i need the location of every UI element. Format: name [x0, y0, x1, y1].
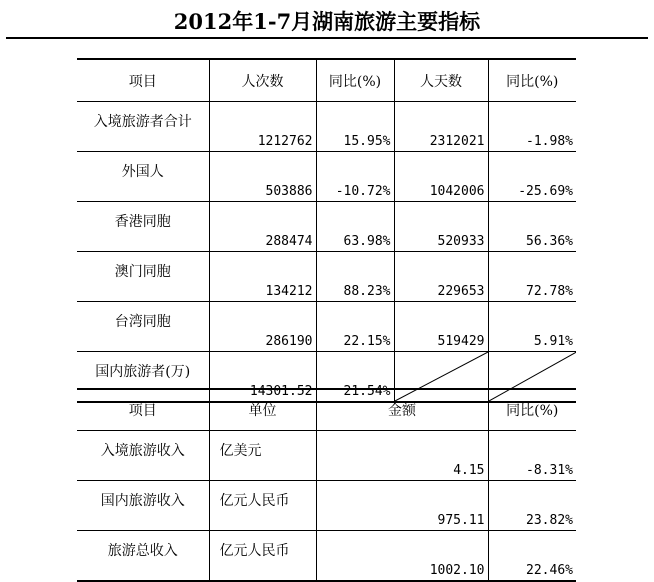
row-amount: 1002.10 — [316, 531, 488, 582]
row-amount: 975.11 — [316, 481, 488, 531]
row-item: 香港同胞 — [77, 202, 209, 252]
header-days-yoy: 同比(%) — [488, 59, 576, 102]
row-visits: 134212 — [209, 252, 316, 302]
header-unit: 单位 — [209, 389, 316, 431]
row-days-yoy: -25.69% — [488, 152, 576, 202]
row-item: 国内旅游者(万) — [77, 352, 209, 403]
row-item: 入境旅游者合计 — [77, 102, 209, 152]
row-visits-yoy: 21.54% — [316, 352, 394, 403]
row-days-yoy: 72.78% — [488, 252, 576, 302]
row-days: 229653 — [394, 252, 488, 302]
row-visits-yoy: 88.23% — [316, 252, 394, 302]
page-title: 2012年1-7月湖南旅游主要指标 — [173, 9, 481, 34]
row-amount: 4.15 — [316, 431, 488, 481]
row-days: 520933 — [394, 202, 488, 252]
header-item: 项目 — [77, 389, 209, 431]
header-days: 人天数 — [394, 59, 488, 102]
header-amount: 金额 — [316, 389, 488, 431]
title-underline — [6, 37, 648, 39]
row-days: 519429 — [394, 302, 488, 352]
header-visits-yoy: 同比(%) — [316, 59, 394, 102]
row-item: 台湾同胞 — [77, 302, 209, 352]
row-unit: 亿美元 — [209, 431, 316, 481]
row-visits: 503886 — [209, 152, 316, 202]
row-visits: 286190 — [209, 302, 316, 352]
table-row — [77, 481, 576, 531]
row-item: 澳门同胞 — [77, 252, 209, 302]
row-days-yoy: -1.98% — [488, 102, 576, 152]
table-row — [77, 202, 576, 252]
row-visits: 1212762 — [209, 102, 316, 152]
row-unit: 亿元人民币 — [209, 481, 316, 531]
row-item: 外国人 — [77, 152, 209, 202]
row-item: 旅游总收入 — [77, 531, 209, 582]
row-yoy: -8.31% — [488, 431, 576, 481]
row-days: 1042006 — [394, 152, 488, 202]
row-days-yoy: 5.91% — [488, 302, 576, 352]
row-item: 入境旅游收入 — [77, 431, 209, 481]
header-item: 项目 — [77, 59, 209, 102]
row-visits: 288474 — [209, 202, 316, 252]
table-row — [77, 302, 576, 352]
row-days: 2312021 — [394, 102, 488, 152]
row-days-yoy: 56.36% — [488, 202, 576, 252]
row-visits: 14301.52 — [209, 352, 316, 403]
row-item: 国内旅游收入 — [77, 481, 209, 531]
arrivals-table — [77, 58, 576, 403]
table-header-row — [77, 59, 576, 102]
table-row — [77, 252, 576, 302]
header-yoy: 同比(%) — [488, 389, 576, 431]
row-visits-yoy: 22.15% — [316, 302, 394, 352]
row-yoy: 23.82% — [488, 481, 576, 531]
header-visits: 人次数 — [209, 59, 316, 102]
table-header-row — [77, 389, 576, 431]
row-visits-yoy: -10.72% — [316, 152, 394, 202]
table-row — [77, 102, 576, 152]
table-row — [77, 431, 576, 481]
row-unit: 亿元人民币 — [209, 531, 316, 582]
row-yoy: 22.46% — [488, 531, 576, 582]
row-visits-yoy: 15.95% — [316, 102, 394, 152]
table-row — [77, 531, 576, 582]
revenue-table — [77, 388, 576, 582]
table-row — [77, 152, 576, 202]
row-visits-yoy: 63.98% — [316, 202, 394, 252]
